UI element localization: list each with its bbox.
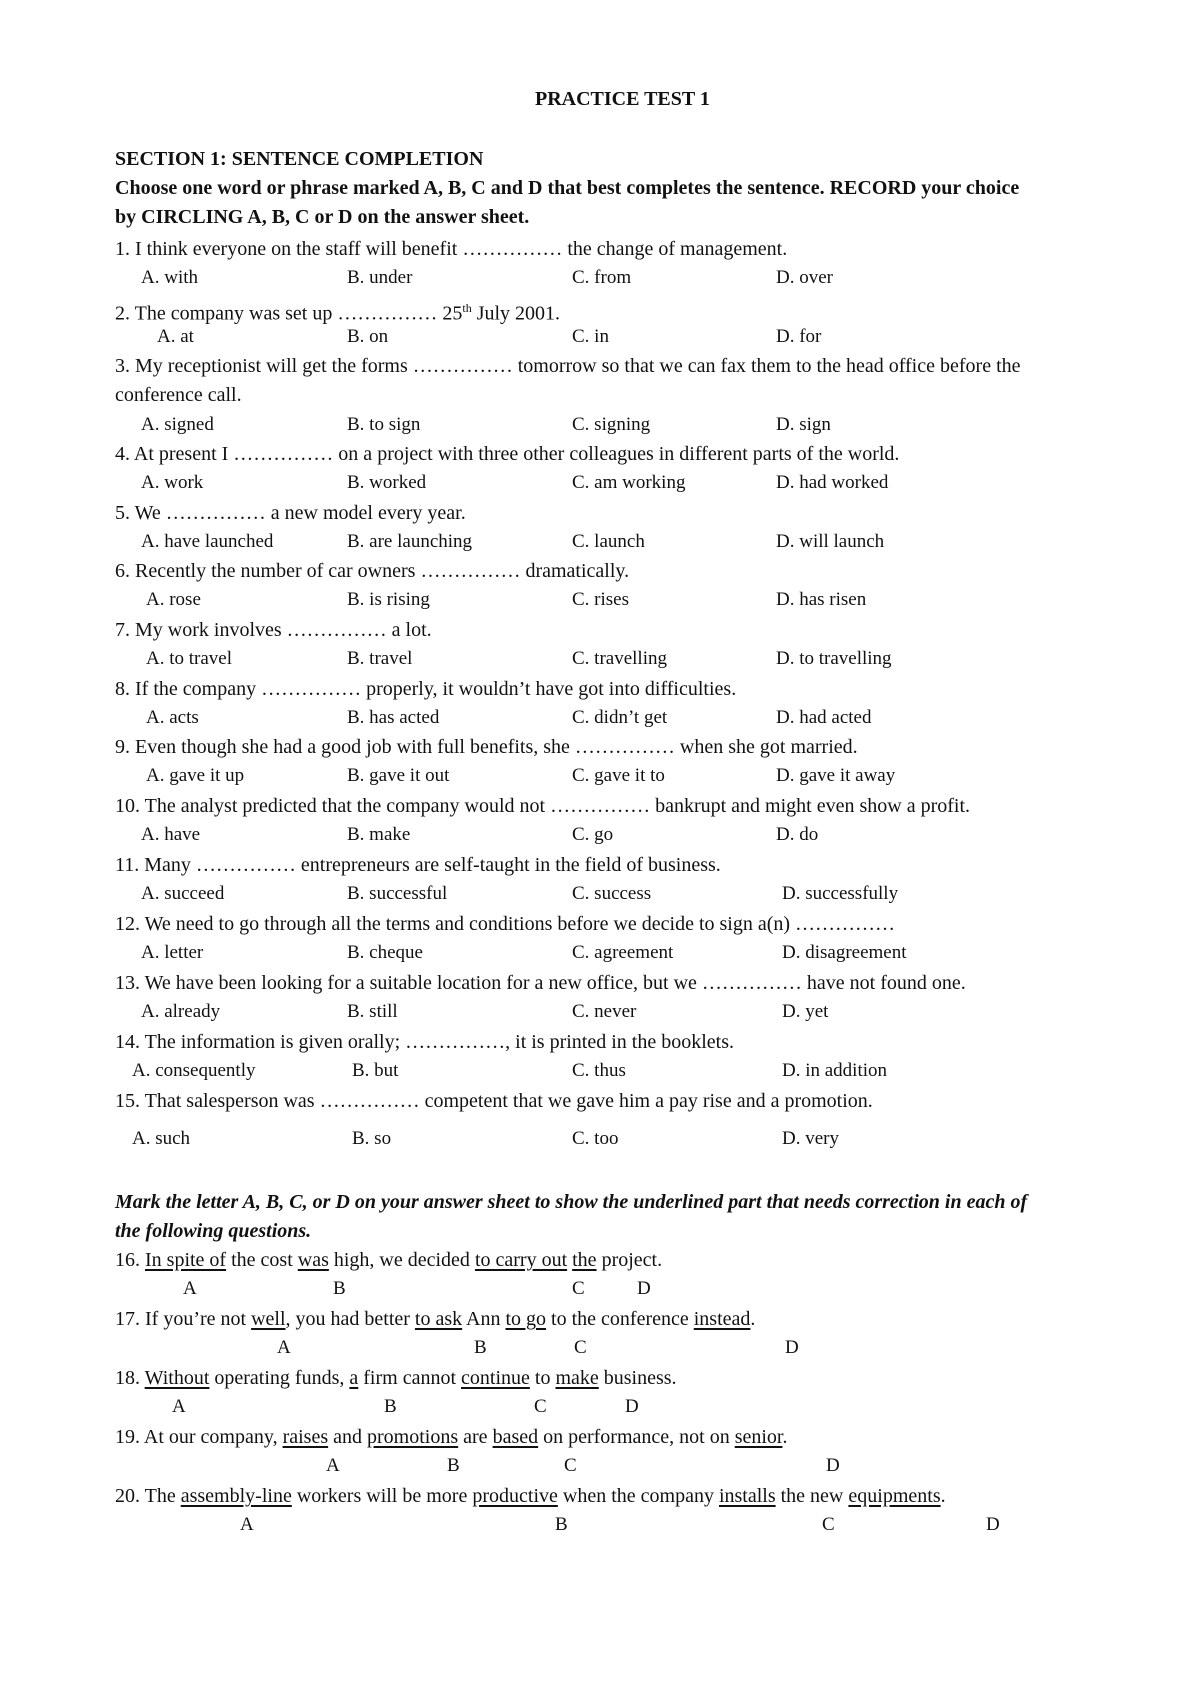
- underlined-part: to ask: [414, 1308, 463, 1330]
- question-13-option-b[interactable]: B. still: [347, 1001, 398, 1022]
- question-11: 11. Many …………… entrepreneurs are self-taught in the field of business.: [115, 854, 721, 876]
- question-text: are: [458, 1426, 493, 1448]
- underlined-part: installs: [718, 1485, 776, 1507]
- question-text: and: [328, 1426, 368, 1448]
- underlined-part: senior: [734, 1426, 783, 1448]
- question-2: [115, 295, 560, 327]
- question-15-option-b[interactable]: B. so: [352, 1128, 392, 1149]
- question-1-option-c[interactable]: C. from: [572, 267, 632, 288]
- error-question-17-letter-b[interactable]: B: [474, 1337, 487, 1358]
- question-text: 18.: [115, 1367, 145, 1389]
- question-1-option-b[interactable]: B. under: [347, 267, 413, 288]
- question-15-option-d[interactable]: D. very: [782, 1128, 839, 1149]
- error-question-17-letter-a[interactable]: A: [277, 1337, 291, 1358]
- question-13-option-c[interactable]: C. never: [572, 1001, 637, 1022]
- error-question-20-letter-b[interactable]: B: [555, 1514, 568, 1535]
- question-3-option-a[interactable]: A. signed: [141, 414, 214, 435]
- question-8-option-c[interactable]: C. didn’t get: [572, 707, 668, 728]
- underlined-part: assembly-line: [180, 1485, 292, 1507]
- question-13-option-d[interactable]: D. yet: [782, 1001, 829, 1022]
- underlined-part: make: [555, 1367, 599, 1389]
- question-6: 6. Recently the number of car owners …………… dramatically.: [115, 560, 630, 582]
- question-14-option-d[interactable]: D. in addition: [782, 1060, 888, 1081]
- question-14-option-a[interactable]: A. consequently: [132, 1060, 256, 1081]
- question-10-option-c[interactable]: C. go: [572, 824, 614, 845]
- question-3: 3. My receptionist will get the forms …………… tomorrow so that we can fax them to the head office before the: [115, 355, 1021, 377]
- question-14-option-b[interactable]: B. but: [352, 1060, 399, 1081]
- question-text: .: [750, 1308, 756, 1330]
- question-9-option-d[interactable]: D. gave it away: [776, 765, 896, 786]
- question-8-option-b[interactable]: B. has acted: [347, 707, 440, 728]
- error-question-18-letter-a[interactable]: A: [172, 1396, 186, 1417]
- underlined-part: to go: [505, 1308, 547, 1330]
- question-text: , you had better: [285, 1308, 415, 1330]
- question-6-option-a[interactable]: A. rose: [146, 589, 201, 610]
- error-question-20-letter-a[interactable]: A: [240, 1514, 254, 1535]
- underlined-part: productive: [472, 1485, 558, 1507]
- question-3-option-c[interactable]: C. signing: [572, 414, 651, 435]
- question-8-option-a[interactable]: A. acts: [146, 707, 199, 728]
- underlined-part: Without: [144, 1367, 210, 1389]
- question-text: Ann: [462, 1308, 506, 1330]
- question-text: 16.: [115, 1249, 145, 1271]
- question-6-option-b[interactable]: B. is rising: [347, 589, 430, 610]
- underlined-part: instead: [693, 1308, 751, 1330]
- error-question-20: [115, 1483, 946, 1509]
- question-12-option-a[interactable]: A. letter: [141, 942, 204, 963]
- question-10-option-b[interactable]: B. make: [347, 824, 411, 845]
- question-2-option-c[interactable]: C. in: [572, 326, 609, 347]
- error-question-16-letter-d[interactable]: D: [637, 1278, 651, 1299]
- question-1-option-d[interactable]: D. over: [776, 267, 833, 288]
- question-9-option-a[interactable]: A. gave it up: [146, 765, 245, 786]
- underlined-part: was: [297, 1249, 329, 1271]
- question-15-option-a[interactable]: A. such: [132, 1128, 191, 1149]
- error-question-19: [115, 1424, 788, 1450]
- question-3-option-d[interactable]: D. sign: [776, 414, 831, 435]
- question-7: 7. My work involves …………… a lot.: [115, 619, 432, 641]
- error-question-19-letter-b[interactable]: B: [447, 1455, 460, 1476]
- question-text: 20. The: [115, 1485, 181, 1507]
- underlined-part: to carry out: [474, 1249, 568, 1271]
- question-text: firm cannot: [358, 1367, 462, 1389]
- error-question-17-letter-c[interactable]: C: [574, 1337, 587, 1358]
- question-15: 15. That salesperson was …………… competent that we gave him a pay rise and a promotion.: [115, 1090, 873, 1112]
- question-10-option-d[interactable]: D. do: [776, 824, 819, 845]
- question-text: when the company: [557, 1485, 719, 1507]
- question-11-option-c[interactable]: C. success: [572, 883, 652, 904]
- question-text: .: [940, 1485, 946, 1507]
- question-text: 19. At our company,: [115, 1426, 283, 1448]
- error-question-16-letter-a[interactable]: A: [183, 1278, 197, 1299]
- question-15-option-c[interactable]: C. too: [572, 1128, 619, 1149]
- question-13: 13. We have been looking for a suitable location for a new office, but we …………… have not found one.: [115, 972, 966, 994]
- question-text: to the conference: [546, 1308, 694, 1330]
- underlined-part: raises: [282, 1426, 329, 1448]
- question-text: project.: [596, 1249, 663, 1271]
- question-7-option-a[interactable]: A. to travel: [146, 648, 233, 669]
- question-text: the new: [775, 1485, 849, 1507]
- error-instructions-line-2: the following questions.: [115, 1220, 312, 1242]
- question-text: July 2001.: [471, 302, 561, 325]
- underlined-part: based: [492, 1426, 539, 1448]
- question-9-option-c[interactable]: C. gave it to: [572, 765, 665, 786]
- question-3-continuation: conference call.: [115, 384, 242, 406]
- question-text: operating funds,: [209, 1367, 350, 1389]
- question-1: 1. I think everyone on the staff will benefit …………… the change of management.: [115, 238, 788, 260]
- question-7-option-d[interactable]: D. to travelling: [776, 648, 892, 669]
- question-6-option-c[interactable]: C. rises: [572, 589, 629, 610]
- question-text: high, we decided: [328, 1249, 475, 1271]
- question-8: 8. If the company …………… properly, it wouldn’t have got into difficulties.: [115, 678, 737, 700]
- error-question-19-letter-d[interactable]: D: [826, 1455, 840, 1476]
- question-text: 17. If you’re not: [115, 1308, 252, 1330]
- error-question-16: [115, 1247, 662, 1273]
- underlined-part: equipments: [848, 1485, 941, 1507]
- question-2-option-a[interactable]: A. at: [157, 326, 194, 347]
- question-4-option-a[interactable]: A. work: [141, 472, 204, 493]
- question-2-option-d[interactable]: D. for: [776, 326, 822, 347]
- question-text: on performance, not on: [538, 1426, 735, 1448]
- question-10: 10. The analyst predicted that the company would not …………… bankrupt and might even show a profit.: [115, 795, 971, 817]
- error-question-18: [115, 1365, 677, 1391]
- question-text: to: [529, 1367, 556, 1389]
- instructions-line-1: Choose one word or phrase marked A, B, C and D that best completes the sentence. RECORD your choice: [115, 177, 1020, 199]
- question-12: 12. We need to go through all the terms and conditions before we decide to sign a(n) ……………: [115, 913, 896, 935]
- page-title: PRACTICE TEST 1: [535, 88, 710, 110]
- question-12-option-d[interactable]: D. disagreement: [782, 942, 907, 963]
- question-5: 5. We …………… a new model every year.: [115, 502, 466, 524]
- question-10-option-a[interactable]: A. have: [141, 824, 201, 845]
- question-text: workers will be more: [291, 1485, 473, 1507]
- question-1-option-a[interactable]: A. with: [141, 267, 198, 288]
- question-14: 14. The information is given orally; ……………, it is printed in the booklets.: [115, 1031, 735, 1053]
- error-question-18-letter-c[interactable]: C: [534, 1396, 547, 1417]
- question-6-option-d[interactable]: D. has risen: [776, 589, 867, 610]
- question-5-option-a[interactable]: A. have launched: [141, 531, 274, 552]
- question-text: the cost: [226, 1249, 298, 1271]
- question-text: business.: [598, 1367, 677, 1389]
- question-12-option-c[interactable]: C. agreement: [572, 942, 674, 963]
- question-2-option-b[interactable]: B. on: [347, 326, 389, 347]
- error-question-17-letter-d[interactable]: D: [785, 1337, 799, 1358]
- superscript: th: [462, 301, 472, 315]
- error-question-17: [115, 1306, 755, 1332]
- question-9: 9. Even though she had a good job with full benefits, she …………… when she got married.: [115, 736, 858, 758]
- question-3-option-b[interactable]: B. to sign: [347, 414, 421, 435]
- error-question-18-letter-d[interactable]: D: [625, 1396, 639, 1417]
- question-14-option-c[interactable]: C. thus: [572, 1060, 626, 1081]
- question-text: 2. The company was set up …………… 25: [115, 302, 463, 325]
- underlined-part: well: [251, 1308, 286, 1330]
- question-11-option-b[interactable]: B. successful: [347, 883, 448, 904]
- error-question-16-letter-c[interactable]: C: [572, 1278, 585, 1299]
- question-4-option-d[interactable]: D. had worked: [776, 472, 889, 493]
- error-question-19-letter-a[interactable]: A: [326, 1455, 340, 1476]
- section-heading: SECTION 1: SENTENCE COMPLETION: [115, 148, 484, 170]
- question-5-option-b[interactable]: B. are launching: [347, 531, 473, 552]
- error-question-16-letter-b[interactable]: B: [333, 1278, 346, 1299]
- error-question-18-letter-b[interactable]: B: [384, 1396, 397, 1417]
- question-5-option-d[interactable]: D. will launch: [776, 531, 885, 552]
- question-11-option-d[interactable]: D. successfully: [782, 883, 899, 904]
- error-question-20-letter-c[interactable]: C: [822, 1514, 835, 1535]
- question-7-option-b[interactable]: B. travel: [347, 648, 413, 669]
- instructions-line-2: by CIRCLING A, B, C or D on the answer sheet.: [115, 206, 530, 228]
- question-9-option-b[interactable]: B. gave it out: [347, 765, 450, 786]
- underlined-part: the: [572, 1249, 597, 1271]
- error-question-19-letter-c[interactable]: C: [564, 1455, 577, 1476]
- error-instructions-line-1: Mark the letter A, B, C, or D on your answer sheet to show the underlined part that needs correction in each of: [115, 1191, 1028, 1213]
- question-11-option-a[interactable]: A. succeed: [141, 883, 225, 904]
- error-question-20-letter-d[interactable]: D: [986, 1514, 1000, 1535]
- underlined-part: continue: [461, 1367, 530, 1389]
- underlined-part: a: [349, 1367, 359, 1389]
- underlined-part: In spite of: [145, 1249, 227, 1271]
- question-12-option-b[interactable]: B. cheque: [347, 942, 423, 963]
- question-text: .: [782, 1426, 788, 1448]
- question-5-option-c[interactable]: C. launch: [572, 531, 645, 552]
- question-7-option-c[interactable]: C. travelling: [572, 648, 667, 669]
- question-4-option-c[interactable]: C. am working: [572, 472, 686, 493]
- question-8-option-d[interactable]: D. had acted: [776, 707, 872, 728]
- question-13-option-a[interactable]: A. already: [141, 1001, 221, 1022]
- question-4: 4. At present I …………… on a project with three other colleagues in different parts of the world.: [115, 443, 900, 465]
- question-4-option-b[interactable]: B. worked: [347, 472, 427, 493]
- underlined-part: promotions: [367, 1426, 459, 1448]
